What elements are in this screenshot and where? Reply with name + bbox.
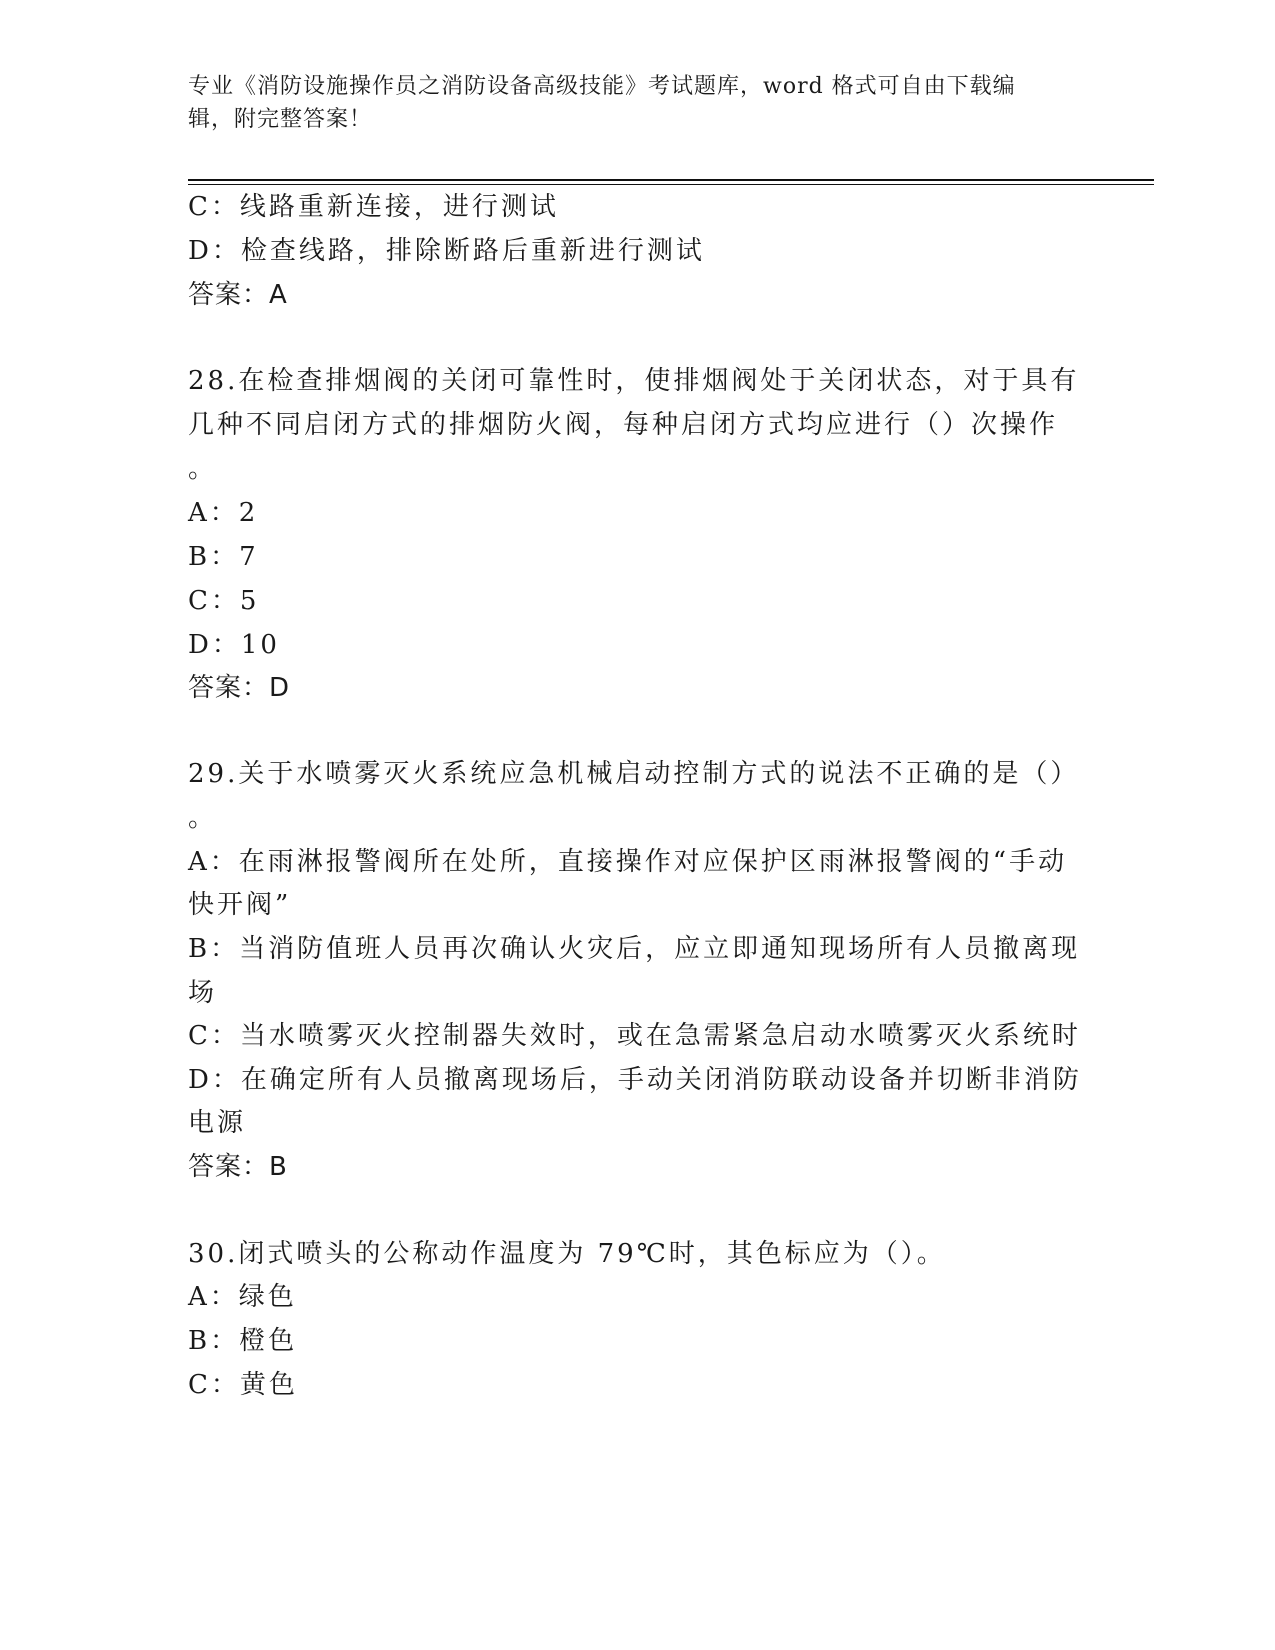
q27-answer: 答案：A	[188, 280, 288, 310]
q27-option-d: D：检查线路，排除断路后重新进行测试	[188, 236, 705, 266]
q29-option-c: C：当水喷雾灭火控制器失效时，或在急需紧急启动水喷雾灭火系统时	[188, 1021, 1081, 1051]
q28-stem-line-3: 。	[188, 454, 218, 484]
q30-stem: 30.闭式喷头的公称动作温度为 79℃时，其色标应为（）。	[188, 1239, 946, 1269]
header-divider-thin	[188, 184, 1154, 185]
q28-option-c: C：5	[188, 586, 260, 616]
q29-option-b-line-1: B：当消防值班人员再次确认火灾后，应立即通知现场所有人员撤离现	[188, 934, 1081, 964]
q29-option-b-line-2: 场	[188, 978, 218, 1008]
q30-option-c: C：黄色	[188, 1370, 298, 1400]
q29-option-d-line-2: 电源	[188, 1108, 247, 1138]
header-line-1: 专业《消防设施操作员之消防设备高级技能》考试题库，word 格式可自由下载编	[188, 74, 1016, 99]
q29-stem-line-1: 29.关于水喷雾灭火系统应急机械启动控制方式的说法不正确的是（）	[188, 759, 1080, 789]
q29-answer: 答案：B	[188, 1152, 288, 1182]
q30-option-a: A：绿色	[188, 1282, 297, 1312]
q28-option-b: B：7	[188, 542, 259, 572]
q28-stem-line-2: 几种不同启闭方式的排烟防火阀，每种启闭方式均应进行（）次操作	[188, 410, 1059, 440]
header-line-2: 辑，附完整答案！	[188, 107, 373, 132]
q27-option-c: C：线路重新连接，进行测试	[188, 192, 559, 222]
q28-stem-line-1: 28.在检查排烟阀的关闭可靠性时，使排烟阀处于关闭状态，对于具有	[188, 366, 1080, 396]
q28-option-a: A：2	[188, 498, 259, 528]
q29-stem-line-2: 。	[188, 803, 218, 833]
document-header	[188, 70, 1078, 136]
q28-answer: 答案：D	[188, 673, 291, 703]
q30-option-b: B：橙色	[188, 1326, 298, 1356]
q29-option-a-line-1: A：在雨淋报警阀所在处所，直接操作对应保护区雨淋报警阀的“手动	[188, 847, 1068, 877]
q28-option-d: D：10	[188, 630, 280, 660]
header-divider-thick	[188, 179, 1154, 181]
q29-option-a-line-2: 快开阀”	[188, 890, 292, 920]
q29-option-d-line-1: D：在确定所有人员撤离现场后，手动关闭消防联动设备并切断非消防	[188, 1065, 1082, 1095]
